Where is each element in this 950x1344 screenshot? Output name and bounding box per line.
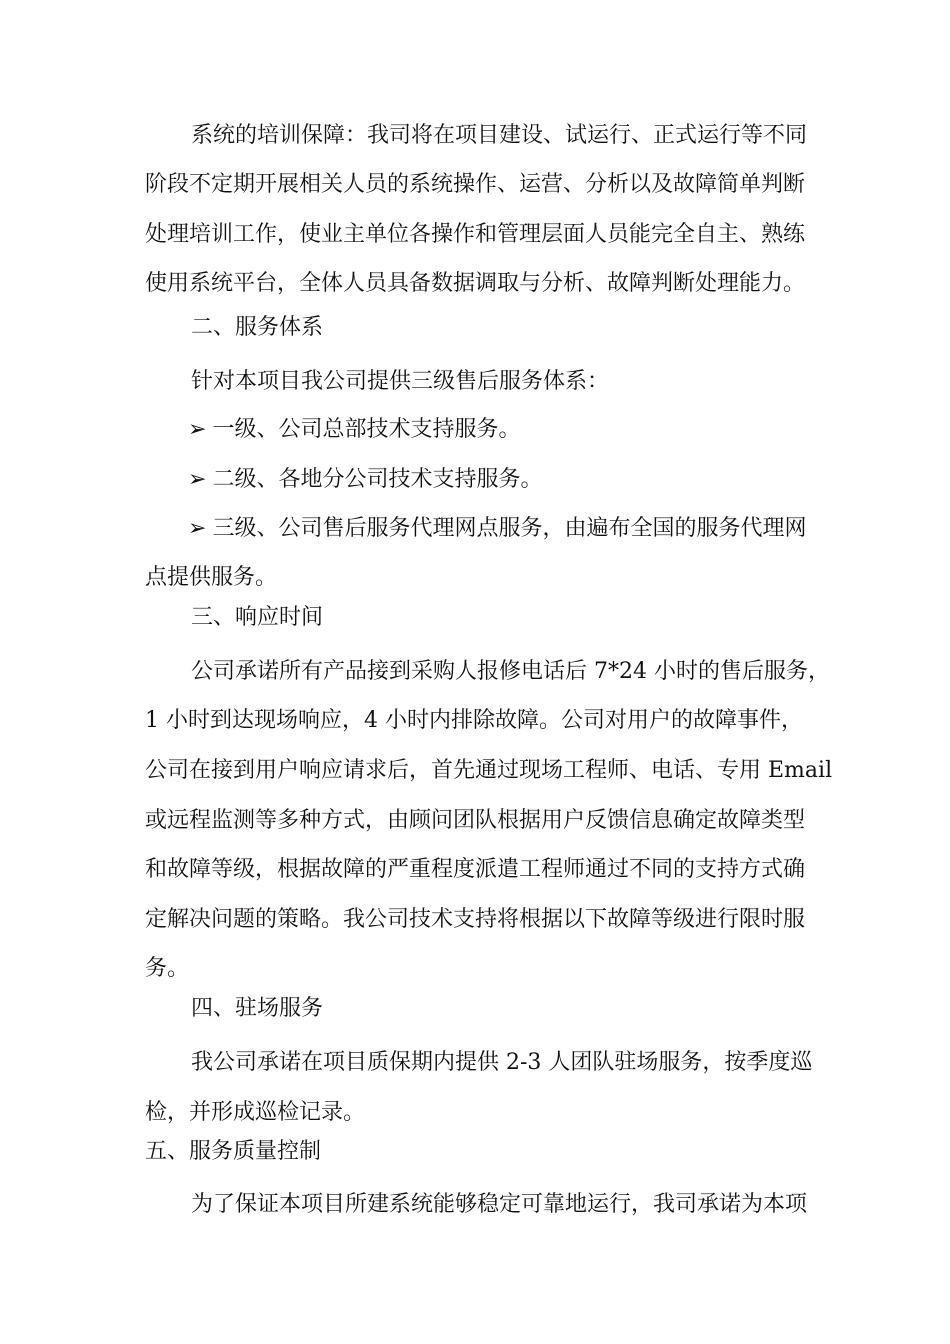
- paragraph-line: 我公司承诺在项目质保期内提供 2-3 人团队驻场服务，按季度巡: [191, 1050, 813, 1075]
- paragraph-line: 务。: [145, 956, 190, 981]
- paragraph-line: 1 小时到达现场响应，4 小时内排除故障。公司对用户的故障事件，: [145, 708, 803, 733]
- arrow-bullet-icon: ➢: [188, 467, 207, 492]
- paragraph-line: 和故障等级，根据故障的严重程度派遣工程师通过不同的支持方式确: [145, 857, 806, 882]
- paragraph-line: 使用系统平台，全体人员具备数据调取与分析、故障判断处理能力。: [145, 271, 806, 296]
- paragraph-line: 定解决问题的策略。我公司技术支持将根据以下故障等级进行限时服: [145, 907, 806, 932]
- section-heading-3: 三、响应时间: [191, 605, 324, 630]
- paragraph-line: 处理培训工作，使业主单位各操作和管理层面人员能完全自主、熟练: [145, 222, 806, 247]
- paragraph-line: 针对本项目我公司提供三级售后服务体系：: [191, 369, 610, 394]
- list-item-text: 二级、各地分公司技术支持服务。: [212, 467, 543, 492]
- list-item-text: 一级、公司总部技术支持服务。: [212, 417, 521, 442]
- paragraph-line: 公司在接到用户响应请求后，首先通过现场工程师、电话、专用 Email: [145, 758, 833, 783]
- arrow-bullet-icon: ➢: [188, 516, 207, 541]
- paragraph-line: 检，并形成巡检记录。: [145, 1100, 366, 1125]
- section-heading-5: 五、服务质量控制: [145, 1139, 322, 1164]
- paragraph-line: 点提供服务。: [145, 565, 278, 590]
- paragraph-line: 为了保证本项目所建系统能够稳定可靠地运行，我司承诺为本项: [191, 1192, 808, 1217]
- paragraph-line: 阶段不定期开展相关人员的系统操作、运营、分析以及故障简单判断: [145, 172, 806, 197]
- paragraph-line: 系统的培训保障：我司将在项目建设、试运行、正式运行等不同: [191, 123, 808, 148]
- section-heading-2: 二、服务体系: [191, 315, 324, 340]
- section-heading-4: 四、驻场服务: [191, 996, 324, 1021]
- list-item: [188, 514, 806, 544]
- list-item: [188, 465, 542, 495]
- paragraph-line: 或远程监测等多种方式，由顾问团队根据用户反馈信息确定故障类型: [145, 808, 806, 833]
- arrow-bullet-icon: ➢: [188, 417, 207, 442]
- paragraph-line: 公司承诺所有产品接到采购人报修电话后 7*24 小时的售后服务，: [191, 659, 830, 684]
- list-item: [188, 415, 520, 445]
- list-item-text: 三级、公司售后服务代理网点服务，由遍布全国的服务代理网: [212, 516, 807, 541]
